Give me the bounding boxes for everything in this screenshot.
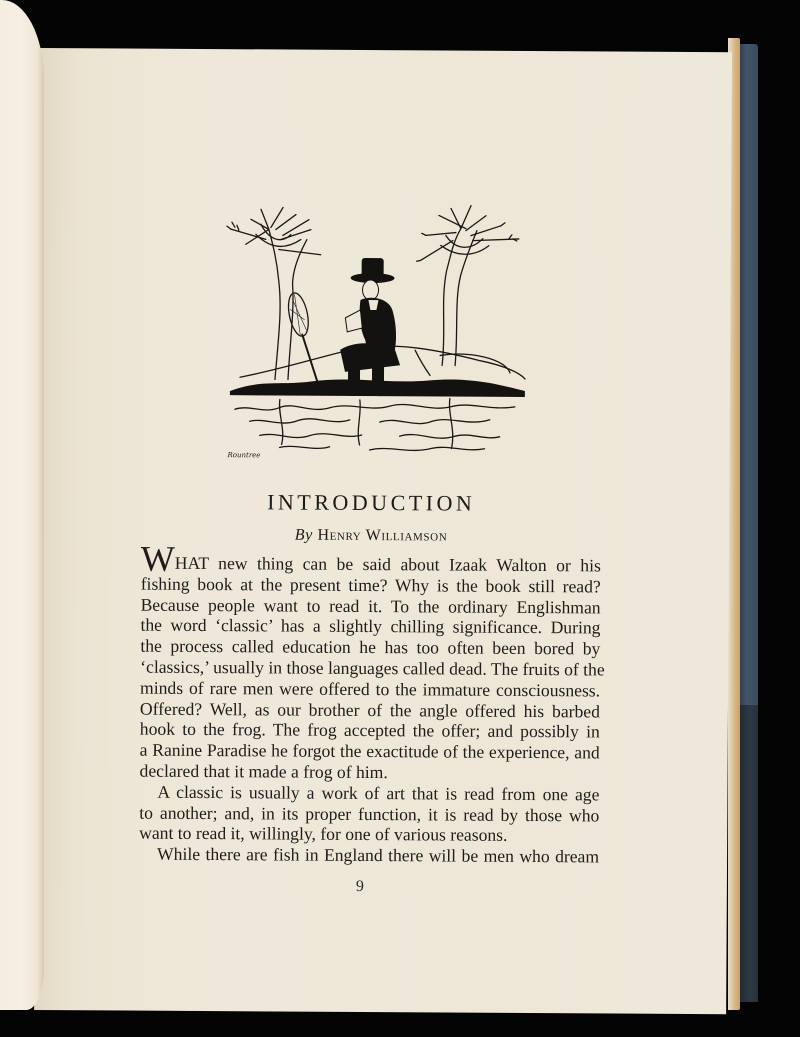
text-line: While there are fish in England there will be men who dream [157,843,600,867]
text-line: WHAT new thing can be said about Izaak Walton or his [140,538,601,579]
body-text [139,538,605,868]
text-line: declared that it made a frog of him. [139,760,388,783]
text-line: hook to the frog. The frog accepted the offer; and possibly in [139,718,600,742]
text-line: Offered? Well, as our brother of the angle offered his barbed [139,698,601,722]
author-byline [37,525,705,547]
angler-illustration [219,199,533,463]
drop-cap: W [140,538,175,579]
text-line: want to read it, willingly, for one of various reasons. [139,822,508,846]
byline-author-name: Henry Williamson [317,526,448,545]
text-line: fishing book at the present time? Why is the book still read? [140,573,601,597]
text-line: a Ranine Paradise he forgot the exactitude of the experience, and [139,739,600,763]
paragraph-2 [139,781,599,846]
page-number: 9 [355,877,364,895]
text-line: Because people want to read it. To the ordinary Englishman [140,594,601,618]
paragraph-1 [139,538,605,785]
chapter-title: INTRODUCTION [267,489,476,516]
book-cover-endband [738,705,758,1002]
book-page [34,48,732,1014]
text-line: the word ‘classic’ has a slightly chilling significance. During [140,615,601,638]
text-line: the process called education he has too often been bored by [140,635,601,659]
text-line: minds of rare men were offered to the immature consciousness. [140,677,601,701]
byline-by: By [294,526,313,544]
previous-page-curl [0,0,44,1010]
paragraph-3 [139,844,599,868]
text-line: A classic is usually a work of art that is read from one age [157,781,600,805]
svg-text:Rountree: Rountree [227,451,261,460]
text-line: ‘classics,’ usually in those languages called dead. The fruits of the [140,656,605,680]
text-line: to another; and, in its proper function, it is read by those who [139,802,600,825]
